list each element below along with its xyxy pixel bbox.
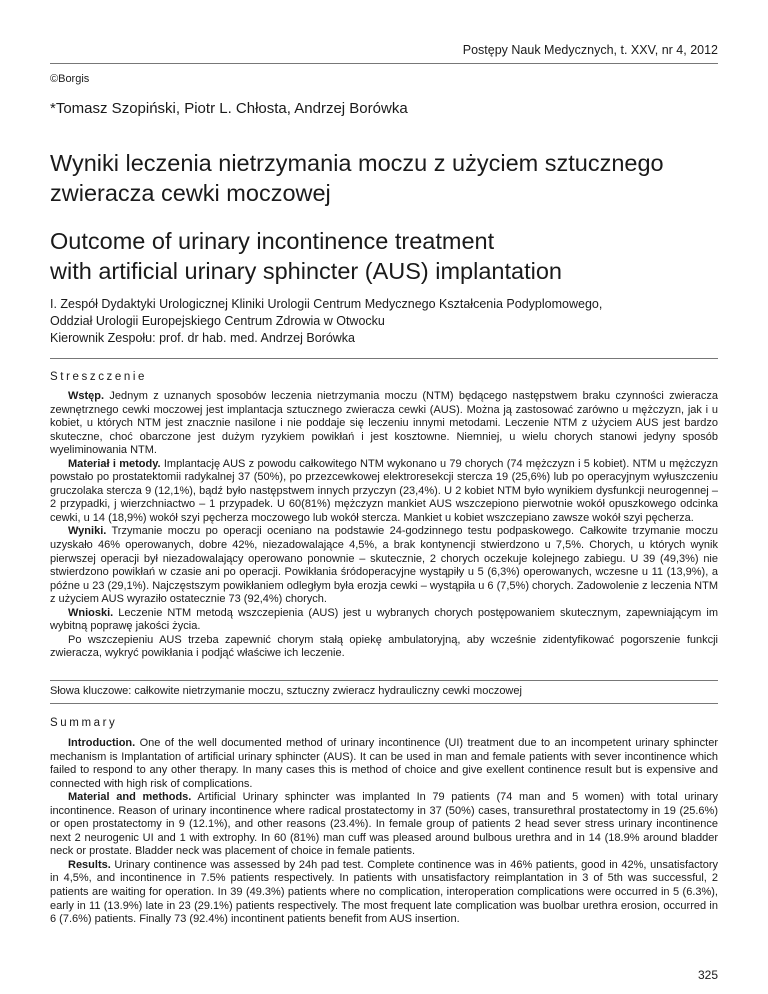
abstract-paragraph	[50, 791, 718, 859]
abstract-paragraph	[50, 525, 718, 606]
abstract-paragraph	[50, 737, 718, 791]
title-english-line: with artificial urinary sphincter (AUS) implantation	[50, 258, 562, 284]
abstract-paragraph	[50, 607, 718, 634]
paragraph-text: Implantację AUS z powodu całkowitego NTM wykonano u 79 chorych (74 mężczyzn i 5 kobiet). NTM u mężczyzn powstało po prostatektomii radykalnej 37 (50%), po przezcewkowej elektroresekcji stercza 19 (25,6%) lub po operacyjnym wyłuszczeniu gruczolaka stercza 9 (12,1%), bądź było następstwem innych przyczyn (23,4%). U 2 kobiet NTM było wynikiem dysfunkcji neurogennej – 2 przypadki, j wierzchniactwo – 1 przypadek. U 60(81%) mężczyzn mankiet AUS wszczepiono pierwotnie wokół opuszkowego odcinka cewki, u 14 (18,9%) wokół szyi pęcherza moczowego lub wokół stercza. Mankiet u kobiet wszczepiano zawsze wokół szyi pęcherza.	[50, 457, 718, 524]
streszczenie-body	[50, 390, 718, 661]
paragraph-text: Artificial Urinary sphincter was implanted In 79 patients (74 man and 5 women) with total urinary incontinence. Reason of urinary incontinence where radical prostatectomy in 37 (50%) cases, transurethral prostatectomy in 19 (25.6%) or open prostatectomy in 9 (12.1%), and other reasons (23.4%). In female group of patients 2 head sever stress urinary incontinence next 2 neurogenic UI and 1 with extrophy. In 60 (81%) man cuff was pleased around bulbous urethra and in 14 (18.9% around bladder neck or prostate. Bladder neck was placement of choice in female patients.	[50, 791, 718, 858]
streszczenie-heading: Streszczenie	[50, 371, 148, 383]
title-english	[50, 226, 720, 286]
paragraph-text: Po wszczepieniu AUS trzeba zapewnić chorym stałą opiekę ambulatoryjną, aby wcześnie zidentyfikować pogorszenie funkcji zwieracza, wykryć powikłania i podjąć właściwe ich leczenie.	[50, 633, 718, 660]
section-rule	[50, 358, 718, 359]
affiliation-line: Kierownik Zespołu: prof. dr hab. med. Andrzej Borówka	[50, 331, 356, 345]
paragraph-label: Wnioski.	[68, 606, 114, 619]
paragraph-label: Material and methods.	[68, 791, 192, 804]
summary-body	[50, 737, 718, 927]
title-english-line: Outcome of urinary incontinence treatment	[50, 228, 495, 254]
page-number: 325	[697, 968, 718, 982]
affiliation-line: I. Zespół Dydaktyki Urologicznej Kliniki Urologii Centrum Medycznego Kształcenia Podyplomowego,	[50, 297, 603, 311]
journal-citation: Postępy Nauk Medycznych, t. XXV, nr 4, 2012	[462, 43, 718, 57]
abstract-paragraph	[50, 390, 718, 458]
copyright-notice: ©Borgis	[50, 73, 90, 85]
paragraph-text: One of the well documented method of urinary incontinence (UI) treatment due to an incompetent urinary sphincter mechanism is Implantation of artificial urinary sphincter (AUS). It can be used in man and female patients with sever incontinence which failed to respond to any other therapy. In many cases this is method of choice and give exellent continence result but is expensive and connected with high risk of complications.	[50, 737, 718, 790]
affiliation	[50, 296, 730, 347]
summary-heading: Summary	[50, 717, 118, 729]
paragraph-label: Introduction.	[68, 737, 136, 749]
title-polish	[50, 148, 720, 208]
title-polish-line: zwieracza cewki moczowej	[50, 180, 331, 206]
paragraph-label: Wstęp.	[68, 390, 105, 402]
abstract-paragraph	[50, 859, 718, 927]
header-rule	[50, 63, 718, 64]
keywords: Słowa kluczowe: całkowite nietrzymanie moczu, sztuczny zwieracz hydrauliczny cewki moczowej	[50, 685, 522, 697]
abstract-paragraph	[50, 634, 718, 661]
authors: *Tomasz Szopiński, Piotr L. Chłosta, Andrzej Borówka	[50, 100, 408, 117]
abstract-paragraph	[50, 458, 718, 526]
paragraph-text: Trzymanie moczu po operacji oceniano na podstawie 24-godzinnego testu podpaskowego. Całkowite trzymanie moczu uzyskało 46% operowanych, dobre 42%, niezadowalające 4,5%, a brak kontynencji stwierdzono u 7,5%. Chorych, u których wynik pierwszej operacji był niezadowalający operowano ponownie – skutecznie, 2 chorych oczekuje kolejnego zabiegu. U 39 (49,3%) nie stwierdzono powikłań w czasie ani po operacji. Powikłania śródoperacyjne wystąpiły u 5 (6,3%) operowanych, wczesne u 11 (13,9%), a późne u 23 (29,1%). Najczęstszym powikłaniem odległym była erozja cewki – wystąpiła u 6 (7,5%) chorych. Zadowolenie z leczenia NTM z użyciem AUS wyraziło ostatecznie 73 (92,4%) chorych.	[50, 525, 718, 606]
paragraph-label: Wyniki.	[68, 525, 107, 538]
keywords-rule-bottom	[50, 703, 718, 704]
paragraph-text: Leczenie NTM metodą wszczepienia (AUS) jest u wybranych chorych postępowaniem skutecznym, zapewniającym im wybitną poprawę jakości życia.	[50, 606, 718, 633]
paragraph-label: Results.	[68, 858, 111, 871]
paragraph-label: Materiał i metody.	[68, 457, 161, 470]
keywords-rule-top	[50, 680, 718, 681]
affiliation-line: Oddział Urologii Europejskiego Centrum Zdrowia w Otwocku	[50, 314, 385, 328]
paragraph-text: Jednym z uznanych sposobów leczenia nietrzymania moczu (NTM) będącego następstwem braku czynności zwieracza zewnętrznego cewki moczowej jest implantacja sztucznego zwieracza cewki (AUS). Można ją zastosować zarówno u mężczyzn, jak i u kobiet, u których NTM jest znacznie nasilone i nie poddaje się leczeniu innymi metodami. Leczenie NTM z użyciem AUS jest bardzo skuteczne, choć obarczone jest dużym ryzykiem powikłań i jest kosztowne. Niemniej, u wielu chorych stanowi jedyny sposób wyeliminowania NTM.	[50, 390, 718, 457]
title-polish-line: Wyniki leczenia nietrzymania moczu z użyciem sztucznego	[50, 150, 664, 176]
paragraph-text: Urinary continence was assessed by 24h pad test. Complete continence was in 46% patients, good in 42%, unsatisfactory in 4,5%, and incontinence in 7.5% patients respectively. In patients with unsatisfactory reimplantation in 3 of 5th was successful, 2 patients are waiting for operation. In 39 (49.3%) patients where no complication, interoperation complications were occurred in 5 (6.3%), early in 11 (13.9%) late in 23 (29.1%) patients respectively. The most frequent late complication was buolbar urethra erosion, occurred in 6 (7.6%) patients. Finally 73 (92.4%) incontinent patients benefit from AUS insertion.	[50, 858, 718, 926]
